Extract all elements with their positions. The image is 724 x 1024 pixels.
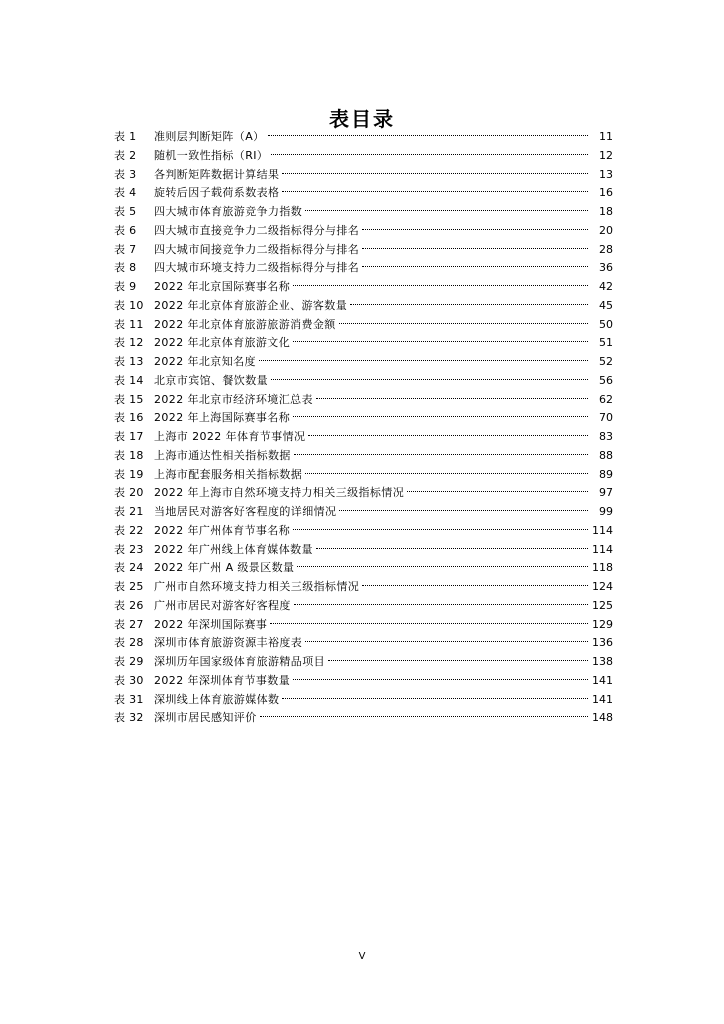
- toc-entry-page-number: 11: [599, 130, 613, 143]
- toc-dot-leader: [407, 491, 588, 492]
- toc-entry-label: 表 24: [114, 561, 144, 575]
- toc-entry-page-number: 20: [599, 223, 613, 237]
- toc-entry-label: 表 4: [114, 186, 137, 200]
- toc-dot-leader: [293, 285, 588, 286]
- toc-entry-page-number: 97: [599, 486, 613, 500]
- toc-entry-page-number: 141: [592, 673, 613, 687]
- toc-entry-page-number: 118: [592, 561, 613, 575]
- toc-entry-title: 当地居民对游客好客程度的详细情况: [154, 505, 337, 518]
- toc-entry-title: 四大城市直接竞争力二级指标得分与排名: [154, 223, 360, 237]
- toc-dot-leader: [316, 548, 588, 549]
- toc-entry-title: 2022 年广州 A 级景区数量: [154, 561, 295, 575]
- toc-entry-title: 2022 年上海国际赛事名称: [154, 411, 291, 425]
- toc-entry-label: 表 12: [114, 336, 144, 350]
- toc-entry-page-number: 141: [592, 692, 613, 706]
- toc-entry-title: 2022 年北京体育旅游企业、游客数量: [154, 298, 348, 312]
- toc-dot-leader: [305, 641, 588, 642]
- toc-entry[interactable]: [114, 409, 613, 428]
- toc-entry-page-number: 13: [599, 167, 613, 181]
- toc-entry-title: 2022 年北京市经济环境汇总表: [154, 392, 313, 406]
- toc-entry-page-number: 36: [599, 261, 613, 275]
- toc-entry-label: 表 25: [114, 580, 144, 593]
- toc-dot-leader: [362, 248, 588, 249]
- toc-entry-label: 表 15: [114, 392, 144, 406]
- toc-entry-label: 表 28: [114, 636, 144, 650]
- toc-entry-title: 旋转后因子载荷系数表格: [154, 186, 280, 200]
- toc-dot-leader: [271, 154, 588, 155]
- toc-entry-page-number: 62: [599, 392, 613, 406]
- toc-dot-leader: [362, 585, 588, 586]
- toc-entry[interactable]: [114, 541, 613, 560]
- toc-entry-label: 表 31: [114, 692, 144, 706]
- toc-entry[interactable]: [114, 372, 613, 391]
- toc-entry[interactable]: [114, 278, 613, 297]
- toc-entry[interactable]: [114, 691, 613, 710]
- toc-entry-label: 表 23: [114, 542, 144, 556]
- toc-entry-label: 表 29: [114, 655, 144, 668]
- toc-entry-page-number: 12: [599, 148, 613, 162]
- toc-entry-title: 广州市居民对游客好客程度: [154, 598, 291, 612]
- toc-entry[interactable]: [114, 259, 613, 278]
- toc-entry-page-number: 70: [599, 411, 613, 425]
- toc-dot-leader: [305, 210, 588, 211]
- toc-entry[interactable]: [114, 466, 613, 485]
- toc-entry-label: 表 20: [114, 486, 144, 500]
- toc-entry[interactable]: [114, 128, 613, 147]
- toc-dot-leader: [282, 191, 588, 192]
- toc-entry-page-number: 125: [592, 598, 613, 612]
- toc-entry-label: 表 18: [114, 448, 144, 462]
- toc-entry-label: 表 6: [114, 223, 137, 237]
- toc-entry[interactable]: [114, 316, 613, 335]
- toc-entry[interactable]: [114, 203, 613, 222]
- toc-entry[interactable]: [114, 672, 613, 691]
- toc-entry[interactable]: [114, 166, 613, 185]
- toc-dot-leader: [294, 454, 588, 455]
- toc-entry-title: 深圳历年国家级体育旅游精品项目: [154, 655, 325, 668]
- toc-entry-page-number: 16: [599, 186, 613, 200]
- toc-entry-title: 各判断矩阵数据计算结果: [154, 167, 280, 181]
- toc-entry[interactable]: [114, 147, 613, 166]
- toc-entry-page-number: 51: [599, 336, 613, 350]
- toc-entry-title: 2022 年北京知名度: [154, 355, 256, 368]
- toc-entry[interactable]: [114, 391, 613, 410]
- toc-entry-label: 表 5: [114, 205, 137, 218]
- toc-dot-leader: [339, 323, 588, 324]
- toc-entry-title: 广州市自然环境支持力相关三级指标情况: [154, 580, 360, 593]
- toc-entry-page-number: 114: [592, 523, 613, 537]
- toc-entry[interactable]: [114, 503, 613, 522]
- toc-entry[interactable]: [114, 241, 613, 260]
- table-of-contents-list: [114, 128, 613, 728]
- toc-entry-title: 北京市宾馆、餐饮数量: [154, 373, 268, 387]
- page-title: 表目录: [329, 107, 395, 132]
- toc-entry[interactable]: [114, 597, 613, 616]
- toc-entry-page-number: 114: [592, 542, 613, 556]
- toc-entry[interactable]: [114, 334, 613, 353]
- toc-entry-page-number: 148: [592, 711, 613, 725]
- toc-entry[interactable]: [114, 353, 613, 372]
- toc-entry-label: 表 8: [114, 261, 137, 275]
- toc-entry-label: 表 27: [114, 617, 144, 631]
- toc-entry-page-number: 83: [599, 430, 613, 443]
- toc-entry-title: 深圳线上体育旅游媒体数: [154, 692, 280, 706]
- toc-entry-title: 随机一致性指标（RI）: [154, 148, 269, 162]
- toc-entry-label: 表 1: [114, 130, 137, 143]
- toc-entry[interactable]: [114, 616, 613, 635]
- toc-entry-label: 表 13: [114, 355, 144, 368]
- toc-entry[interactable]: [114, 522, 613, 541]
- toc-dot-leader: [293, 529, 588, 530]
- toc-dot-leader: [282, 173, 588, 174]
- toc-entry-title: 四大城市体育旅游竞争力指数: [154, 205, 303, 218]
- toc-entry-title: 2022 年深圳体育节事数量: [154, 673, 291, 687]
- toc-entry-label: 表 26: [114, 598, 144, 612]
- toc-entry[interactable]: [114, 578, 613, 597]
- toc-entry-page-number: 42: [599, 280, 613, 293]
- toc-dot-leader: [270, 623, 588, 624]
- toc-dot-leader: [294, 604, 588, 605]
- toc-dot-leader: [316, 398, 588, 399]
- toc-entry[interactable]: [114, 709, 613, 728]
- toc-entry-title: 2022 年北京体育旅游旅游消费金额: [154, 317, 336, 331]
- toc-entry-title: 深圳市居民感知评价: [154, 711, 257, 725]
- toc-entry-title: 上海市配套服务相关指标数据: [154, 467, 303, 481]
- toc-entry-label: 表 10: [114, 298, 144, 312]
- toc-entry-page-number: 138: [592, 655, 613, 668]
- toc-dot-leader: [293, 679, 588, 680]
- toc-dot-leader: [268, 135, 588, 136]
- toc-entry-label: 表 30: [114, 673, 144, 687]
- toc-dot-leader: [339, 510, 588, 511]
- toc-dot-leader: [350, 304, 588, 305]
- toc-entry-title: 上海市 2022 年体育节事情况: [154, 430, 306, 443]
- toc-entry-label: 表 9: [114, 280, 137, 293]
- toc-entry-label: 表 19: [114, 467, 144, 481]
- toc-dot-leader: [297, 566, 588, 567]
- toc-entry-label: 表 14: [114, 373, 144, 387]
- toc-entry-label: 表 21: [114, 505, 144, 518]
- toc-entry-page-number: 89: [599, 467, 613, 481]
- toc-entry[interactable]: [114, 653, 613, 672]
- toc-entry-page-number: 124: [592, 580, 613, 593]
- toc-entry-page-number: 136: [592, 636, 613, 650]
- toc-entry-page-number: 28: [599, 242, 613, 256]
- toc-entry[interactable]: [114, 447, 613, 466]
- toc-entry[interactable]: [114, 297, 613, 316]
- toc-dot-leader: [259, 360, 588, 361]
- toc-entry[interactable]: [114, 184, 613, 203]
- toc-dot-leader: [308, 435, 588, 436]
- toc-entry-label: 表 2: [114, 148, 137, 162]
- toc-entry-title: 四大城市间接竞争力二级指标得分与排名: [154, 242, 360, 256]
- toc-entry-label: 表 11: [114, 317, 144, 331]
- toc-entry-page-number: 45: [599, 298, 613, 312]
- toc-entry-label: 表 3: [114, 167, 137, 181]
- toc-dot-leader: [293, 416, 588, 417]
- toc-entry-label: 表 16: [114, 411, 144, 425]
- toc-dot-leader: [362, 229, 588, 230]
- toc-entry-title: 2022 年广州体育节事名称: [154, 523, 291, 537]
- toc-entry-title: 2022 年北京体育旅游文化: [154, 336, 291, 350]
- toc-entry-title: 上海市通达性相关指标数据: [154, 448, 291, 462]
- toc-entry-label: 表 32: [114, 711, 144, 725]
- toc-entry[interactable]: [114, 428, 613, 447]
- page-number: V: [358, 951, 366, 962]
- toc-entry-title: 深圳市体育旅游资源丰裕度表: [154, 636, 303, 650]
- toc-entry-page-number: 99: [599, 505, 613, 518]
- toc-dot-leader: [293, 341, 588, 342]
- toc-dot-leader: [260, 716, 588, 717]
- toc-dot-leader: [328, 660, 588, 661]
- toc-entry-page-number: 129: [592, 617, 613, 631]
- toc-entry-title: 2022 年深圳国际赛事: [154, 617, 268, 631]
- toc-entry-page-number: 56: [599, 373, 613, 387]
- toc-dot-leader: [282, 698, 588, 699]
- toc-entry-title: 2022 年北京国际赛事名称: [154, 280, 291, 293]
- toc-entry[interactable]: [114, 484, 613, 503]
- toc-entry[interactable]: [114, 222, 613, 241]
- toc-dot-leader: [271, 379, 588, 380]
- toc-entry[interactable]: [114, 559, 613, 578]
- toc-dot-leader: [362, 266, 588, 267]
- toc-entry[interactable]: [114, 634, 613, 653]
- toc-entry-label: 表 17: [114, 430, 144, 443]
- toc-entry-title: 四大城市环境支持力二级指标得分与排名: [154, 261, 360, 275]
- toc-entry-label: 表 7: [114, 242, 137, 256]
- toc-entry-title: 准则层判断矩阵（A）: [154, 130, 265, 143]
- toc-entry-label: 表 22: [114, 523, 144, 537]
- toc-entry-page-number: 18: [599, 205, 613, 218]
- toc-dot-leader: [305, 473, 588, 474]
- toc-entry-title: 2022 年广州线上体育媒体数量: [154, 542, 313, 556]
- toc-entry-title: 2022 年上海市自然环境支持力相关三级指标情况: [154, 486, 405, 500]
- toc-entry-page-number: 52: [599, 355, 613, 368]
- toc-entry-page-number: 88: [599, 448, 613, 462]
- toc-entry-page-number: 50: [599, 317, 613, 331]
